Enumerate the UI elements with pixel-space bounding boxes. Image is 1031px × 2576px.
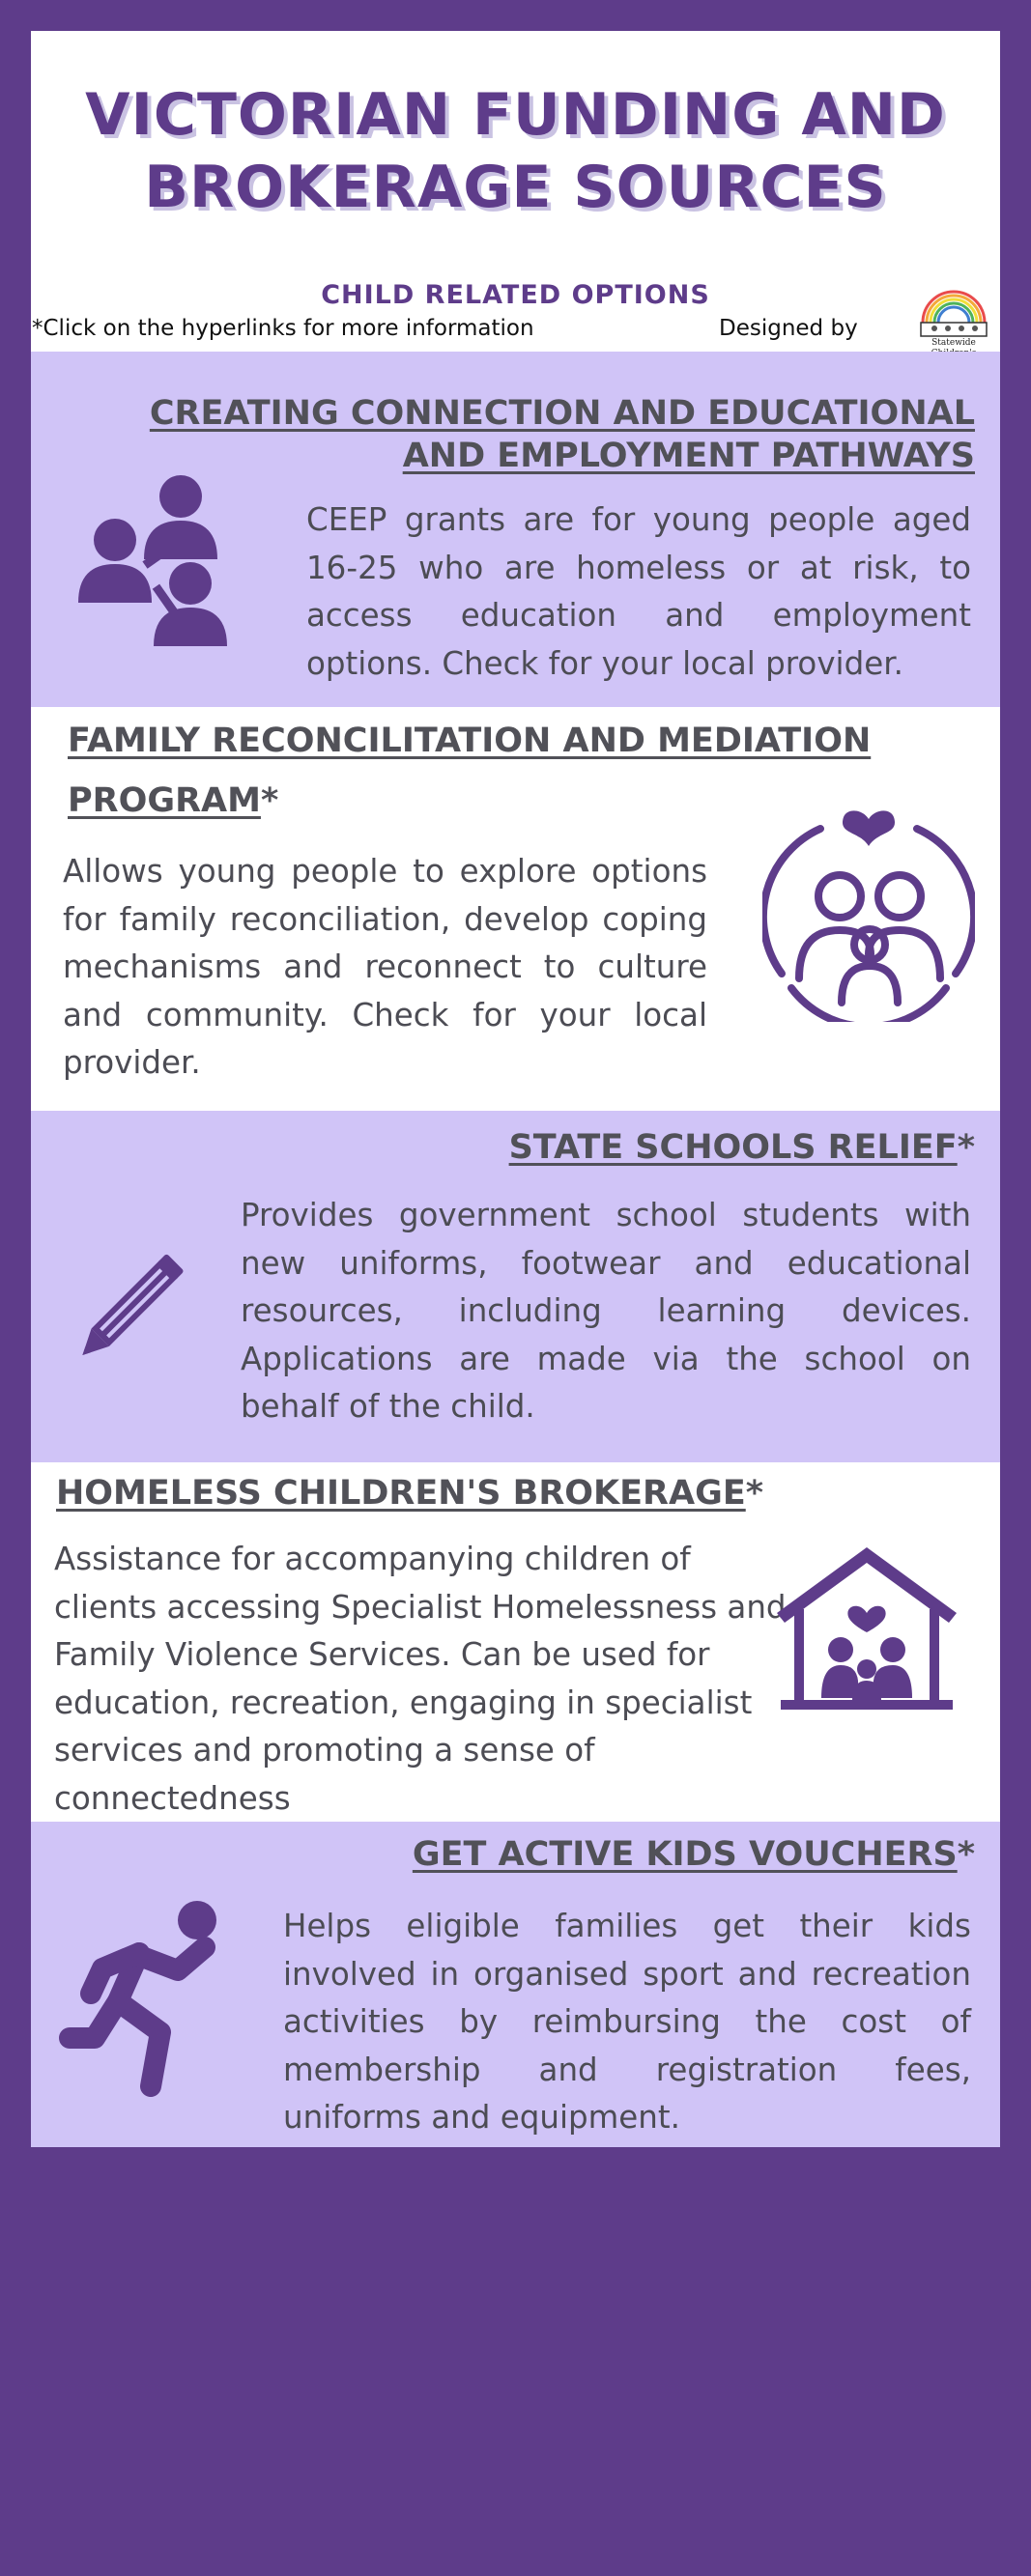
family-house-icon	[775, 1545, 959, 1719]
gak-heading-text[interactable]: GET ACTIVE KIDS VOUCHERS	[412, 1835, 958, 1874]
hcb-heading-text[interactable]: HOMELESS CHILDREN'S BROKERAGE	[56, 1474, 746, 1513]
gak-heading[interactable]	[413, 1833, 975, 1876]
rainbow-house-icon	[915, 290, 992, 338]
family-heading-line-2[interactable]: PROGRAM	[68, 781, 261, 820]
ssr-body: Provides government school students with new uniforms, footwear and educational resources, including learning devices. Applications are made via the school on behalf of the child.	[241, 1197, 971, 1425]
family-heading-star: *	[260, 781, 279, 820]
people-network-icon	[74, 467, 258, 651]
pencil-icon	[65, 1236, 200, 1372]
ssr-heading-star: *	[957, 1128, 975, 1167]
hcb-body: Assistance for accompanying children of clients accessing Specialist Homelessness and Family Violence Services. Can be used for education, recreation, engaging in specialist services and promoting a sense of connectedness	[54, 1541, 787, 1817]
ceep-heading-line-2[interactable]: AND EMPLOYMENT PATHWAYS	[402, 437, 975, 475]
section-family-reconciliation	[31, 707, 1000, 1111]
ssr-heading-text[interactable]: STATE SCHOOLS RELIEF	[508, 1128, 958, 1167]
logo-text: Statewide	[931, 338, 976, 348]
hyperlink-hint: *Click on the hyperlinks for more information	[32, 316, 534, 341]
section-homeless-childrens-brokerage	[31, 1462, 1000, 1822]
title-line-2: BROKERAGE SOURCES	[144, 154, 887, 221]
hcb-heading[interactable]	[56, 1472, 763, 1514]
family-heart-icon	[762, 809, 975, 1022]
family-body: Allows young people to explore options for family reconciliation, develop coping mechanisms and reconnect to culture and community. Check for your local provider.	[63, 853, 707, 1081]
title-line-1: VICTORIAN FUNDING AND	[85, 81, 946, 149]
infographic-card	[31, 31, 1000, 2147]
running-person-icon	[56, 1897, 259, 2100]
header	[31, 31, 1000, 352]
section-state-schools-relief	[31, 1111, 1000, 1462]
subtitle: CHILD RELATED OPTIONS	[321, 280, 710, 310]
section-ceep	[31, 352, 1000, 707]
ssr-heading[interactable]	[509, 1126, 975, 1169]
gak-body: Helps eligible families get their kids involved in organised sport and recreation activities by reimbursing the cost of membership and registration fees, uniforms and equipment.	[283, 1908, 971, 2136]
hcb-heading-star: *	[745, 1474, 764, 1513]
ceep-heading[interactable]	[150, 392, 975, 477]
gak-heading-star: *	[957, 1835, 975, 1874]
section-get-active-kids	[31, 1822, 1000, 2147]
family-heading[interactable]	[68, 711, 871, 831]
family-heading-line-1[interactable]: FAMILY RECONCILITATION AND MEDIATION	[68, 722, 872, 760]
page-title	[31, 79, 1000, 224]
ceep-body: CEEP grants are for young people aged 16-25 who are homeless or at risk, to access education and employment options. Check for your local provider.	[306, 501, 971, 682]
designed-by-label: Designed by	[719, 316, 858, 341]
ceep-heading-line-1[interactable]: CREATING CONNECTION AND EDUCATIONAL	[149, 394, 975, 433]
